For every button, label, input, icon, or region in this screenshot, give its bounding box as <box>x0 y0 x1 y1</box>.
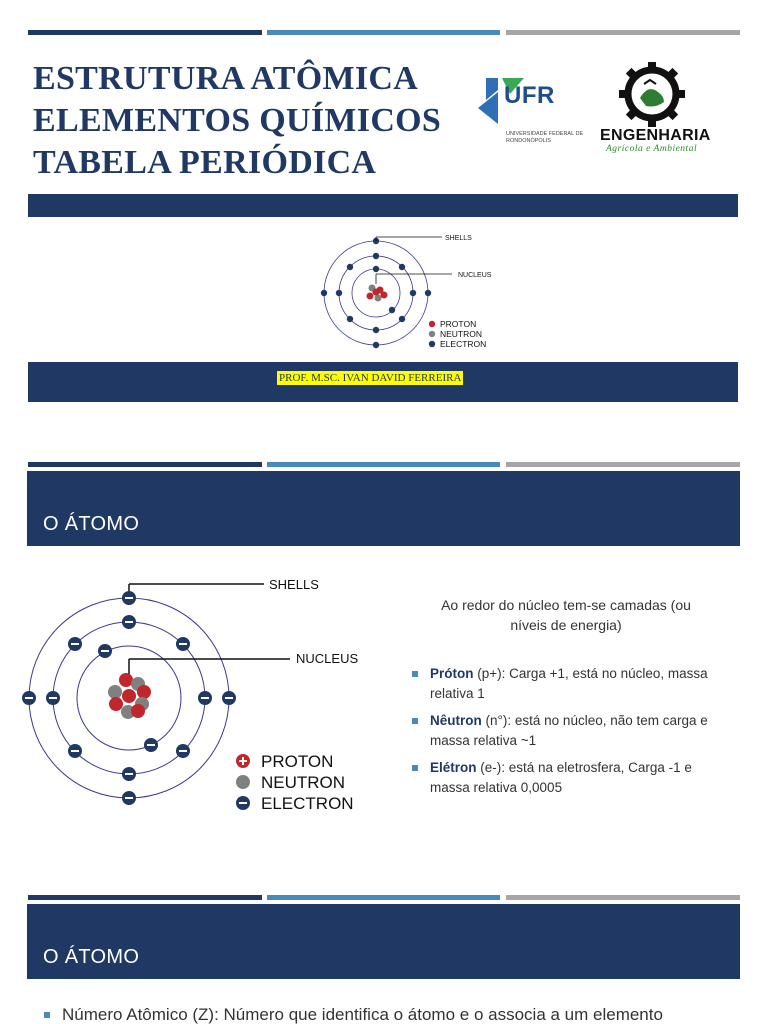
slide3-title: O ÁTOMO <box>43 946 140 968</box>
slide3-stripe-navy <box>28 895 262 900</box>
diagram-nucleus-label: NUCLEUS <box>296 651 359 666</box>
top-stripe-navy <box>28 30 262 35</box>
list-item-proton <box>410 664 730 704</box>
slide2-stripe-gray <box>506 462 740 467</box>
title-line-1: ESTRUTURA ATÔMICA <box>33 60 419 97</box>
title-line-2: ELEMENTOS QUÍMICOS <box>33 102 442 139</box>
diagram-shells-label: SHELLS <box>269 577 319 592</box>
slide-title <box>33 58 473 184</box>
diagram-neutron-label: NEUTRON <box>261 773 346 792</box>
proton-desc: (p+): Carga +1, está no núcleo, massa relativa 1 <box>430 666 708 701</box>
title-line-3: TABELA PERIÓDICA <box>33 144 377 181</box>
bullet-square-icon <box>412 671 418 677</box>
atomic-number-bullet <box>44 1004 744 1024</box>
particle-list <box>410 664 730 805</box>
atomic-number-text: Número Atômico (Z): Número que identifica o átomo e o associa a um elemento <box>62 1005 663 1024</box>
slide3-stripe-gray <box>506 895 740 900</box>
diagram-proton-label: PROTON <box>440 319 477 329</box>
diagram-electron-label: ELECTRON <box>261 794 354 813</box>
atom-intro-text: Ao redor do núcleo tem-se camadas (ou níveis de energia) <box>441 597 691 633</box>
neutron-desc: (n°): está no núcleo, não tem carga e massa relativa ~1 <box>430 713 708 748</box>
bullet-square-icon <box>412 765 418 771</box>
eng-logo-title: ENGENHARIA <box>600 127 711 144</box>
title-divider-bar <box>28 194 738 217</box>
bullet-square-icon <box>412 718 418 724</box>
diagram-nucleus-label: NUCLEUS <box>458 272 492 279</box>
ufr-logo-text: UFR <box>504 82 555 109</box>
eng-logo-subtitle: Agrícola e Ambiental <box>606 144 698 154</box>
atom-diagram-small <box>252 222 502 362</box>
diagram-electron-label: ELECTRON <box>440 339 487 349</box>
professor-name: PROF. M.SC. IVAN DAVID FERREIRA <box>279 372 462 384</box>
ufr-logo-subtitle: UNIVERSIDADE FEDERAL DE RONDONÓPOLIS <box>506 131 584 144</box>
slide2-header <box>27 471 740 546</box>
atom-diagram-large <box>18 562 388 822</box>
slide2-title: O ÁTOMO <box>43 513 140 535</box>
electron-term: Elétron <box>430 760 477 775</box>
diagram-proton-label: PROTON <box>261 752 334 771</box>
top-stripe-gray <box>506 30 740 35</box>
neutron-term: Nêutron <box>430 713 482 728</box>
top-stripe-blue <box>267 30 500 35</box>
slide2-stripe-navy <box>28 462 262 467</box>
electron-desc: (e-): está na eletrosfera, Carga -1 e massa relativa 0,0005 <box>430 760 692 795</box>
slide3-header <box>27 904 740 979</box>
slide3-stripe-blue <box>267 895 500 900</box>
diagram-shells-label: SHELLS <box>445 235 472 242</box>
list-item-neutron <box>410 711 730 751</box>
bullet-square-icon <box>44 1012 50 1018</box>
diagram-neutron-label: NEUTRON <box>440 329 483 339</box>
slide2-stripe-blue <box>267 462 500 467</box>
list-item-electron <box>410 758 730 798</box>
proton-term: Próton <box>430 666 474 681</box>
